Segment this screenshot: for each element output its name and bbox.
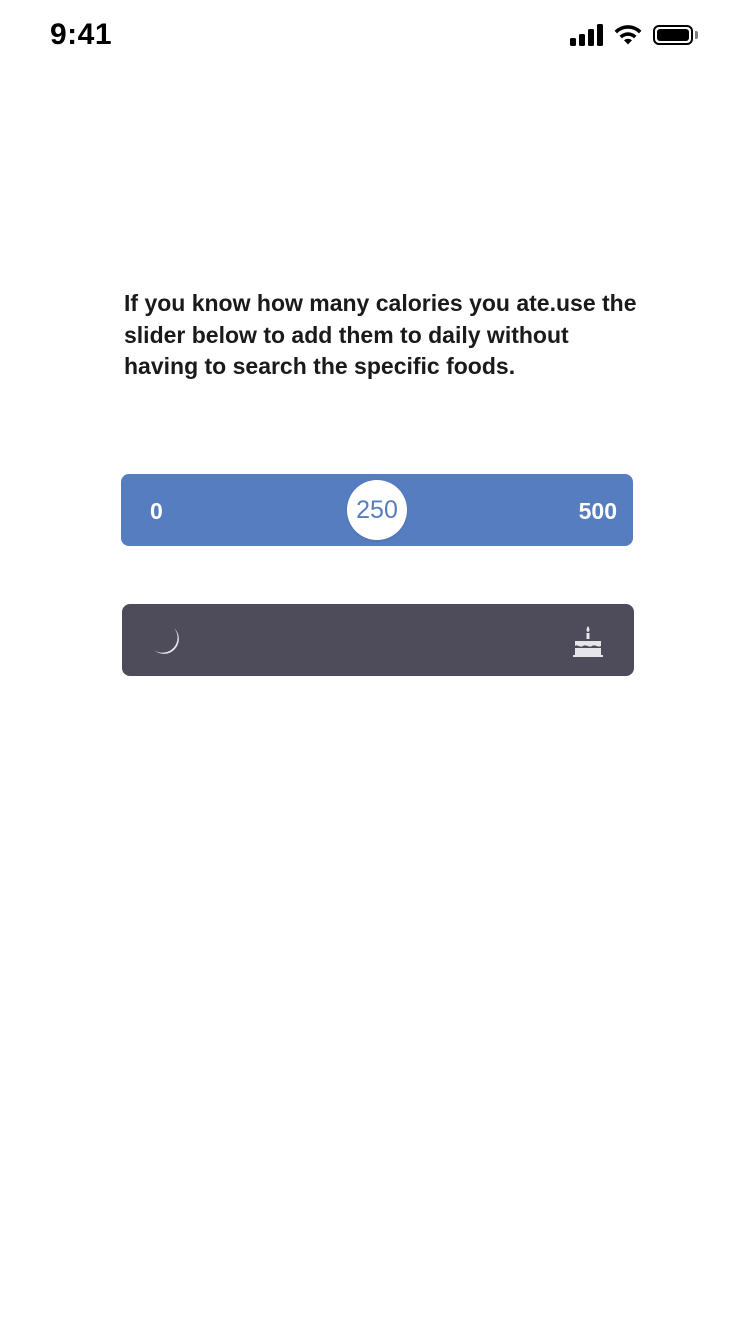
time-slider[interactable] [122,604,634,676]
status-bar [0,0,750,70]
signal-icon [570,24,603,46]
moon-icon [148,622,184,658]
cake-icon [572,624,604,658]
slider-max-label: 500 [578,498,617,524]
slider-thumb[interactable]: 250 [347,480,407,540]
slider-min-label: 0 [150,498,163,524]
status-time: 9:41 [50,18,113,51]
status-icons [570,22,698,48]
wifi-icon [613,24,643,46]
calorie-slider[interactable] [121,474,633,546]
battery-icon [653,25,698,45]
description-text: If you know how many calories you ate.use the slider below to add them to daily without having to search the specific foods. [124,290,637,379]
